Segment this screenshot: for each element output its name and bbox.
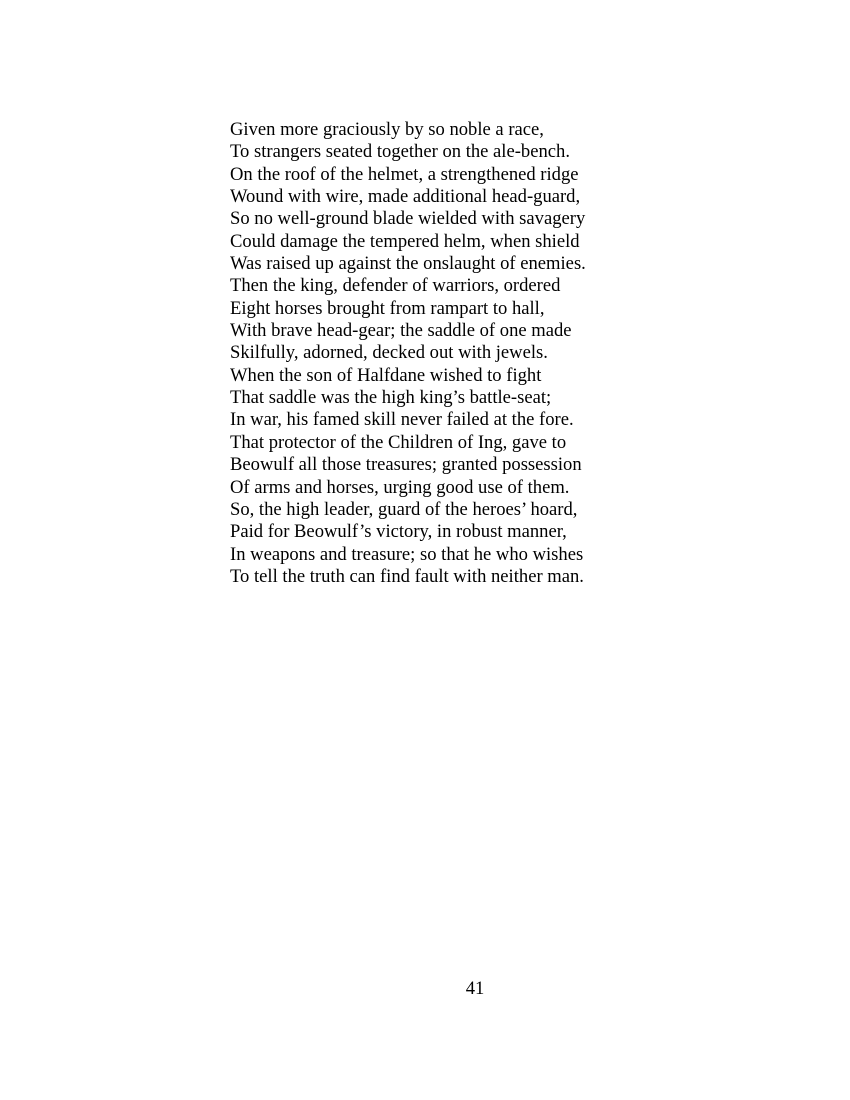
- poem-line: Skilfully, adorned, decked out with jewels.: [230, 342, 548, 364]
- poem-line: That saddle was the high king’s battle-seat;: [230, 387, 552, 409]
- poem-line: Given more graciously by so noble a race,: [230, 119, 544, 140]
- poem-line: So, the high leader, guard of the heroes’ hoard,: [230, 498, 578, 520]
- poem-line: With brave head-gear; the saddle of one made: [230, 320, 572, 342]
- poem-line: Then the king, defender of warriors, ordered: [230, 275, 561, 297]
- poem-line: Paid for Beowulf’s victory, in robust manner,: [230, 521, 567, 543]
- poem-text: [230, 119, 586, 588]
- poem-line: To strangers seated together on the ale-bench.: [230, 141, 570, 163]
- poem-line: On the roof of the helmet, a strengthened ridge: [230, 163, 579, 185]
- poem-line: When the son of Halfdane wished to fight: [230, 364, 542, 386]
- poem-line: Of arms and horses, urging good use of them.: [230, 476, 570, 498]
- page-number: 41: [465, 978, 485, 999]
- poem-line: In war, his famed skill never failed at the fore.: [230, 409, 574, 431]
- poem-line: So no well-ground blade wielded with savagery: [230, 208, 586, 230]
- poem-line: Was raised up against the onslaught of enemies.: [230, 253, 586, 275]
- poem-line: Could damage the tempered helm, when shield: [230, 230, 580, 252]
- poem-line: Eight horses brought from rampart to hall,: [230, 297, 545, 319]
- poem-line: That protector of the Children of Ing, gave to: [230, 431, 567, 453]
- poem-line: Wound with wire, made additional head-guard,: [230, 186, 581, 208]
- poem-line: Beowulf all those treasures; granted possession: [230, 454, 582, 476]
- poem-line: In weapons and treasure; so that he who wishes: [230, 543, 584, 565]
- poem-line: To tell the truth can find fault with neither man.: [230, 565, 584, 587]
